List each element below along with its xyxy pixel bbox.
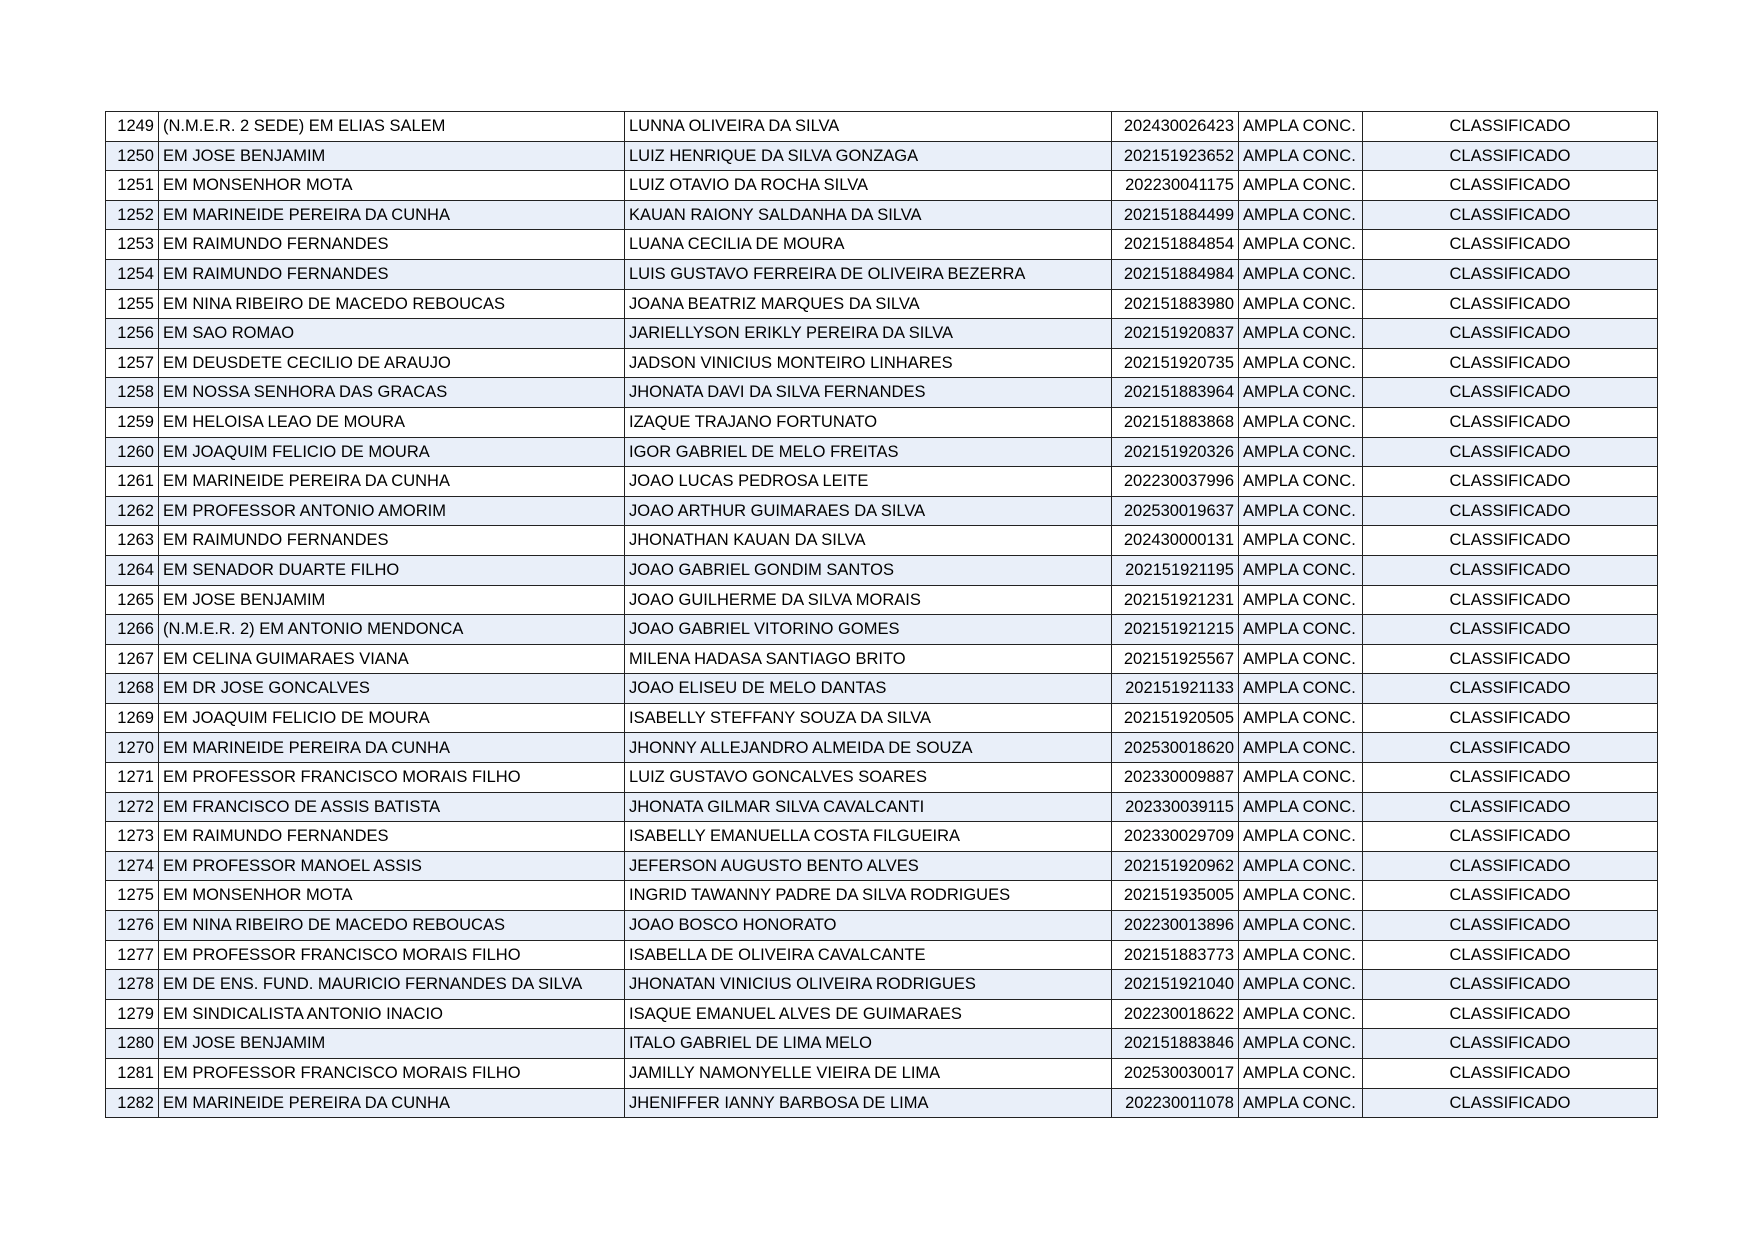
status-text: CLASSIFICADO — [1363, 112, 1658, 142]
results-table-body — [106, 112, 1658, 1118]
candidate-name: JHENIFFER IANNY BARBOSA DE LIMA — [625, 1088, 1112, 1118]
table-row — [106, 999, 1658, 1029]
school-name: EM DEUSDETE CECILIO DE ARAUJO — [159, 348, 625, 378]
status-text: CLASSIFICADO — [1363, 763, 1658, 793]
row-number: 1257 — [106, 348, 159, 378]
row-number: 1276 — [106, 911, 159, 941]
status-text: CLASSIFICADO — [1363, 911, 1658, 941]
status-text: CLASSIFICADO — [1363, 200, 1658, 230]
table-row — [106, 112, 1658, 142]
table-row — [106, 733, 1658, 763]
quota-type: AMPLA CONC. — [1239, 230, 1363, 260]
school-name: EM JOAQUIM FELICIO DE MOURA — [159, 437, 625, 467]
school-name: EM DE ENS. FUND. MAURICIO FERNANDES DA SILVA — [159, 970, 625, 1000]
registration-number: 202151920735 — [1112, 348, 1239, 378]
school-name: EM SAO ROMAO — [159, 319, 625, 349]
quota-type: AMPLA CONC. — [1239, 822, 1363, 852]
candidate-name: LUIZ OTAVIO DA ROCHA SILVA — [625, 171, 1112, 201]
row-number: 1282 — [106, 1088, 159, 1118]
registration-number: 202230011078 — [1112, 1088, 1239, 1118]
registration-number: 202330039115 — [1112, 792, 1239, 822]
registration-number: 202151921133 — [1112, 674, 1239, 704]
row-number: 1268 — [106, 674, 159, 704]
table-row — [106, 407, 1658, 437]
row-number: 1256 — [106, 319, 159, 349]
quota-type: AMPLA CONC. — [1239, 970, 1363, 1000]
status-text: CLASSIFICADO — [1363, 792, 1658, 822]
row-number: 1275 — [106, 881, 159, 911]
results-table — [105, 111, 1658, 1118]
status-text: CLASSIFICADO — [1363, 703, 1658, 733]
status-text: CLASSIFICADO — [1363, 259, 1658, 289]
registration-number: 202151923652 — [1112, 141, 1239, 171]
school-name: EM PROFESSOR FRANCISCO MORAIS FILHO — [159, 940, 625, 970]
school-name: EM FRANCISCO DE ASSIS BATISTA — [159, 792, 625, 822]
school-name: EM JOAQUIM FELICIO DE MOURA — [159, 703, 625, 733]
registration-number: 202530018620 — [1112, 733, 1239, 763]
status-text: CLASSIFICADO — [1363, 1059, 1658, 1089]
table-row — [106, 230, 1658, 260]
status-text: CLASSIFICADO — [1363, 733, 1658, 763]
registration-number: 202330009887 — [1112, 763, 1239, 793]
candidate-name: JOAO ARTHUR GUIMARAES DA SILVA — [625, 496, 1112, 526]
table-row — [106, 644, 1658, 674]
row-number: 1258 — [106, 378, 159, 408]
status-text: CLASSIFICADO — [1363, 496, 1658, 526]
quota-type: AMPLA CONC. — [1239, 259, 1363, 289]
quota-type: AMPLA CONC. — [1239, 437, 1363, 467]
quota-type: AMPLA CONC. — [1239, 644, 1363, 674]
school-name: EM MARINEIDE PEREIRA DA CUNHA — [159, 733, 625, 763]
school-name: EM RAIMUNDO FERNANDES — [159, 526, 625, 556]
row-number: 1269 — [106, 703, 159, 733]
status-text: CLASSIFICADO — [1363, 674, 1658, 704]
row-number: 1262 — [106, 496, 159, 526]
row-number: 1270 — [106, 733, 159, 763]
registration-number: 202230037996 — [1112, 467, 1239, 497]
school-name: EM MARINEIDE PEREIRA DA CUNHA — [159, 200, 625, 230]
table-row — [106, 141, 1658, 171]
row-number: 1280 — [106, 1029, 159, 1059]
table-row — [106, 615, 1658, 645]
table-row — [106, 1029, 1658, 1059]
table-row — [106, 703, 1658, 733]
status-text: CLASSIFICADO — [1363, 999, 1658, 1029]
school-name: EM JOSE BENJAMIM — [159, 141, 625, 171]
candidate-name: LUIZ GUSTAVO GONCALVES SOARES — [625, 763, 1112, 793]
candidate-name: IGOR GABRIEL DE MELO FREITAS — [625, 437, 1112, 467]
candidate-name: JHONATA DAVI DA SILVA FERNANDES — [625, 378, 1112, 408]
candidate-name: JHONNY ALLEJANDRO ALMEIDA DE SOUZA — [625, 733, 1112, 763]
candidate-name: ISABELLA DE OLIVEIRA CAVALCANTE — [625, 940, 1112, 970]
table-row — [106, 822, 1658, 852]
registration-number: 202151921195 — [1112, 555, 1239, 585]
table-row — [106, 585, 1658, 615]
candidate-name: JHONATA GILMAR SILVA CAVALCANTI — [625, 792, 1112, 822]
row-number: 1260 — [106, 437, 159, 467]
status-text: CLASSIFICADO — [1363, 171, 1658, 201]
status-text: CLASSIFICADO — [1363, 940, 1658, 970]
table-row — [106, 940, 1658, 970]
candidate-name: JADSON VINICIUS MONTEIRO LINHARES — [625, 348, 1112, 378]
status-text: CLASSIFICADO — [1363, 1029, 1658, 1059]
status-text: CLASSIFICADO — [1363, 467, 1658, 497]
quota-type: AMPLA CONC. — [1239, 1088, 1363, 1118]
status-text: CLASSIFICADO — [1363, 319, 1658, 349]
table-row — [106, 881, 1658, 911]
quota-type: AMPLA CONC. — [1239, 378, 1363, 408]
row-number: 1250 — [106, 141, 159, 171]
status-text: CLASSIFICADO — [1363, 1088, 1658, 1118]
quota-type: AMPLA CONC. — [1239, 674, 1363, 704]
school-name: EM SENADOR DUARTE FILHO — [159, 555, 625, 585]
row-number: 1281 — [106, 1059, 159, 1089]
row-number: 1273 — [106, 822, 159, 852]
quota-type: AMPLA CONC. — [1239, 1059, 1363, 1089]
registration-number: 202151921040 — [1112, 970, 1239, 1000]
registration-number: 202151884499 — [1112, 200, 1239, 230]
row-number: 1265 — [106, 585, 159, 615]
registration-number: 202151920837 — [1112, 319, 1239, 349]
status-text: CLASSIFICADO — [1363, 289, 1658, 319]
registration-number: 202151884984 — [1112, 259, 1239, 289]
quota-type: AMPLA CONC. — [1239, 911, 1363, 941]
school-name: EM JOSE BENJAMIM — [159, 585, 625, 615]
registration-number: 202151883980 — [1112, 289, 1239, 319]
school-name: EM DR JOSE GONCALVES — [159, 674, 625, 704]
table-row — [106, 378, 1658, 408]
table-row — [106, 171, 1658, 201]
status-text: CLASSIFICADO — [1363, 585, 1658, 615]
school-name: EM PROFESSOR FRANCISCO MORAIS FILHO — [159, 763, 625, 793]
row-number: 1263 — [106, 526, 159, 556]
quota-type: AMPLA CONC. — [1239, 792, 1363, 822]
candidate-name: JOAO GUILHERME DA SILVA MORAIS — [625, 585, 1112, 615]
table-row — [106, 555, 1658, 585]
quota-type: AMPLA CONC. — [1239, 319, 1363, 349]
status-text: CLASSIFICADO — [1363, 881, 1658, 911]
status-text: CLASSIFICADO — [1363, 644, 1658, 674]
status-text: CLASSIFICADO — [1363, 615, 1658, 645]
table-row — [106, 319, 1658, 349]
registration-number: 202151921215 — [1112, 615, 1239, 645]
row-number: 1266 — [106, 615, 159, 645]
registration-number: 202151920326 — [1112, 437, 1239, 467]
candidate-name: LUNNA OLIVEIRA DA SILVA — [625, 112, 1112, 142]
registration-number: 202430000131 — [1112, 526, 1239, 556]
table-row — [106, 200, 1658, 230]
status-text: CLASSIFICADO — [1363, 526, 1658, 556]
candidate-name: LUIZ HENRIQUE DA SILVA GONZAGA — [625, 141, 1112, 171]
quota-type: AMPLA CONC. — [1239, 733, 1363, 763]
school-name: EM RAIMUNDO FERNANDES — [159, 822, 625, 852]
registration-number: 202151925567 — [1112, 644, 1239, 674]
school-name: EM MARINEIDE PEREIRA DA CUNHA — [159, 1088, 625, 1118]
candidate-name: KAUAN RAIONY SALDANHA DA SILVA — [625, 200, 1112, 230]
school-name: EM SINDICALISTA ANTONIO INACIO — [159, 999, 625, 1029]
quota-type: AMPLA CONC. — [1239, 703, 1363, 733]
table-row — [106, 259, 1658, 289]
candidate-name: JEFERSON AUGUSTO BENTO ALVES — [625, 851, 1112, 881]
table-row — [106, 763, 1658, 793]
registration-number: 202530019637 — [1112, 496, 1239, 526]
status-text: CLASSIFICADO — [1363, 378, 1658, 408]
school-name: EM MARINEIDE PEREIRA DA CUNHA — [159, 467, 625, 497]
status-text: CLASSIFICADO — [1363, 851, 1658, 881]
registration-number: 202430026423 — [1112, 112, 1239, 142]
table-row — [106, 792, 1658, 822]
registration-number: 202151884854 — [1112, 230, 1239, 260]
table-row — [106, 437, 1658, 467]
registration-number: 202230041175 — [1112, 171, 1239, 201]
candidate-name: JOAO ELISEU DE MELO DANTAS — [625, 674, 1112, 704]
status-text: CLASSIFICADO — [1363, 348, 1658, 378]
registration-number: 202151935005 — [1112, 881, 1239, 911]
registration-number: 202330029709 — [1112, 822, 1239, 852]
row-number: 1255 — [106, 289, 159, 319]
candidate-name: LUIS GUSTAVO FERREIRA DE OLIVEIRA BEZERRA — [625, 259, 1112, 289]
row-number: 1261 — [106, 467, 159, 497]
registration-number: 202151883964 — [1112, 378, 1239, 408]
school-name: EM NINA RIBEIRO DE MACEDO REBOUCAS — [159, 289, 625, 319]
table-row — [106, 970, 1658, 1000]
candidate-name: JOAO LUCAS PEDROSA LEITE — [625, 467, 1112, 497]
quota-type: AMPLA CONC. — [1239, 1029, 1363, 1059]
table-row — [106, 851, 1658, 881]
registration-number: 202151883868 — [1112, 407, 1239, 437]
row-number: 1264 — [106, 555, 159, 585]
school-name: EM MONSENHOR MOTA — [159, 881, 625, 911]
table-row — [106, 289, 1658, 319]
quota-type: AMPLA CONC. — [1239, 171, 1363, 201]
registration-number: 202230013896 — [1112, 911, 1239, 941]
candidate-name: INGRID TAWANNY PADRE DA SILVA RODRIGUES — [625, 881, 1112, 911]
registration-number: 202530030017 — [1112, 1059, 1239, 1089]
quota-type: AMPLA CONC. — [1239, 467, 1363, 497]
quota-type: AMPLA CONC. — [1239, 526, 1363, 556]
row-number: 1252 — [106, 200, 159, 230]
quota-type: AMPLA CONC. — [1239, 615, 1363, 645]
school-name: (N.M.E.R. 2 SEDE) EM ELIAS SALEM — [159, 112, 625, 142]
candidate-name: JOANA BEATRIZ MARQUES DA SILVA — [625, 289, 1112, 319]
row-number: 1251 — [106, 171, 159, 201]
registration-number: 202151883773 — [1112, 940, 1239, 970]
quota-type: AMPLA CONC. — [1239, 999, 1363, 1029]
school-name: (N.M.E.R. 2) EM ANTONIO MENDONCA — [159, 615, 625, 645]
school-name: EM NOSSA SENHORA DAS GRACAS — [159, 378, 625, 408]
row-number: 1259 — [106, 407, 159, 437]
quota-type: AMPLA CONC. — [1239, 112, 1363, 142]
school-name: EM RAIMUNDO FERNANDES — [159, 230, 625, 260]
quota-type: AMPLA CONC. — [1239, 141, 1363, 171]
table-row — [106, 674, 1658, 704]
status-text: CLASSIFICADO — [1363, 822, 1658, 852]
table-row — [106, 526, 1658, 556]
quota-type: AMPLA CONC. — [1239, 555, 1363, 585]
candidate-name: IZAQUE TRAJANO FORTUNATO — [625, 407, 1112, 437]
status-text: CLASSIFICADO — [1363, 970, 1658, 1000]
quota-type: AMPLA CONC. — [1239, 496, 1363, 526]
candidate-name: JARIELLYSON ERIKLY PEREIRA DA SILVA — [625, 319, 1112, 349]
row-number: 1267 — [106, 644, 159, 674]
quota-type: AMPLA CONC. — [1239, 940, 1363, 970]
candidate-name: JOAO BOSCO HONORATO — [625, 911, 1112, 941]
row-number: 1279 — [106, 999, 159, 1029]
candidate-name: ITALO GABRIEL DE LIMA MELO — [625, 1029, 1112, 1059]
row-number: 1271 — [106, 763, 159, 793]
status-text: CLASSIFICADO — [1363, 407, 1658, 437]
candidate-name: ISABELLY STEFFANY SOUZA DA SILVA — [625, 703, 1112, 733]
school-name: EM RAIMUNDO FERNANDES — [159, 259, 625, 289]
candidate-name: LUANA CECILIA DE MOURA — [625, 230, 1112, 260]
registration-number: 202151921231 — [1112, 585, 1239, 615]
school-name: EM PROFESSOR MANOEL ASSIS — [159, 851, 625, 881]
quota-type: AMPLA CONC. — [1239, 881, 1363, 911]
quota-type: AMPLA CONC. — [1239, 407, 1363, 437]
candidate-name: ISAQUE EMANUEL ALVES DE GUIMARAES — [625, 999, 1112, 1029]
candidate-name: JAMILLY NAMONYELLE VIEIRA DE LIMA — [625, 1059, 1112, 1089]
row-number: 1254 — [106, 259, 159, 289]
quota-type: AMPLA CONC. — [1239, 289, 1363, 319]
quota-type: AMPLA CONC. — [1239, 851, 1363, 881]
school-name: EM HELOISA LEAO DE MOURA — [159, 407, 625, 437]
candidate-name: JOAO GABRIEL GONDIM SANTOS — [625, 555, 1112, 585]
candidate-name: ISABELLY EMANUELLA COSTA FILGUEIRA — [625, 822, 1112, 852]
candidate-name: JHONATHAN KAUAN DA SILVA — [625, 526, 1112, 556]
row-number: 1253 — [106, 230, 159, 260]
school-name: EM JOSE BENJAMIM — [159, 1029, 625, 1059]
status-text: CLASSIFICADO — [1363, 555, 1658, 585]
candidate-name: JOAO GABRIEL VITORINO GOMES — [625, 615, 1112, 645]
quota-type: AMPLA CONC. — [1239, 763, 1363, 793]
school-name: EM NINA RIBEIRO DE MACEDO REBOUCAS — [159, 911, 625, 941]
table-row — [106, 496, 1658, 526]
status-text: CLASSIFICADO — [1363, 437, 1658, 467]
table-row — [106, 1059, 1658, 1089]
school-name: EM PROFESSOR ANTONIO AMORIM — [159, 496, 625, 526]
table-row — [106, 467, 1658, 497]
school-name: EM PROFESSOR FRANCISCO MORAIS FILHO — [159, 1059, 625, 1089]
quota-type: AMPLA CONC. — [1239, 348, 1363, 378]
status-text: CLASSIFICADO — [1363, 230, 1658, 260]
row-number: 1278 — [106, 970, 159, 1000]
candidate-name: MILENA HADASA SANTIAGO BRITO — [625, 644, 1112, 674]
status-text: CLASSIFICADO — [1363, 141, 1658, 171]
registration-number: 202151883846 — [1112, 1029, 1239, 1059]
table-row — [106, 348, 1658, 378]
row-number: 1272 — [106, 792, 159, 822]
row-number: 1274 — [106, 851, 159, 881]
table-row — [106, 1088, 1658, 1118]
quota-type: AMPLA CONC. — [1239, 585, 1363, 615]
registration-number: 202230018622 — [1112, 999, 1239, 1029]
registration-number: 202151920505 — [1112, 703, 1239, 733]
candidate-name: JHONATAN VINICIUS OLIVEIRA RODRIGUES — [625, 970, 1112, 1000]
row-number: 1249 — [106, 112, 159, 142]
registration-number: 202151920962 — [1112, 851, 1239, 881]
row-number: 1277 — [106, 940, 159, 970]
school-name: EM CELINA GUIMARAES VIANA — [159, 644, 625, 674]
quota-type: AMPLA CONC. — [1239, 200, 1363, 230]
school-name: EM MONSENHOR MOTA — [159, 171, 625, 201]
table-row — [106, 911, 1658, 941]
